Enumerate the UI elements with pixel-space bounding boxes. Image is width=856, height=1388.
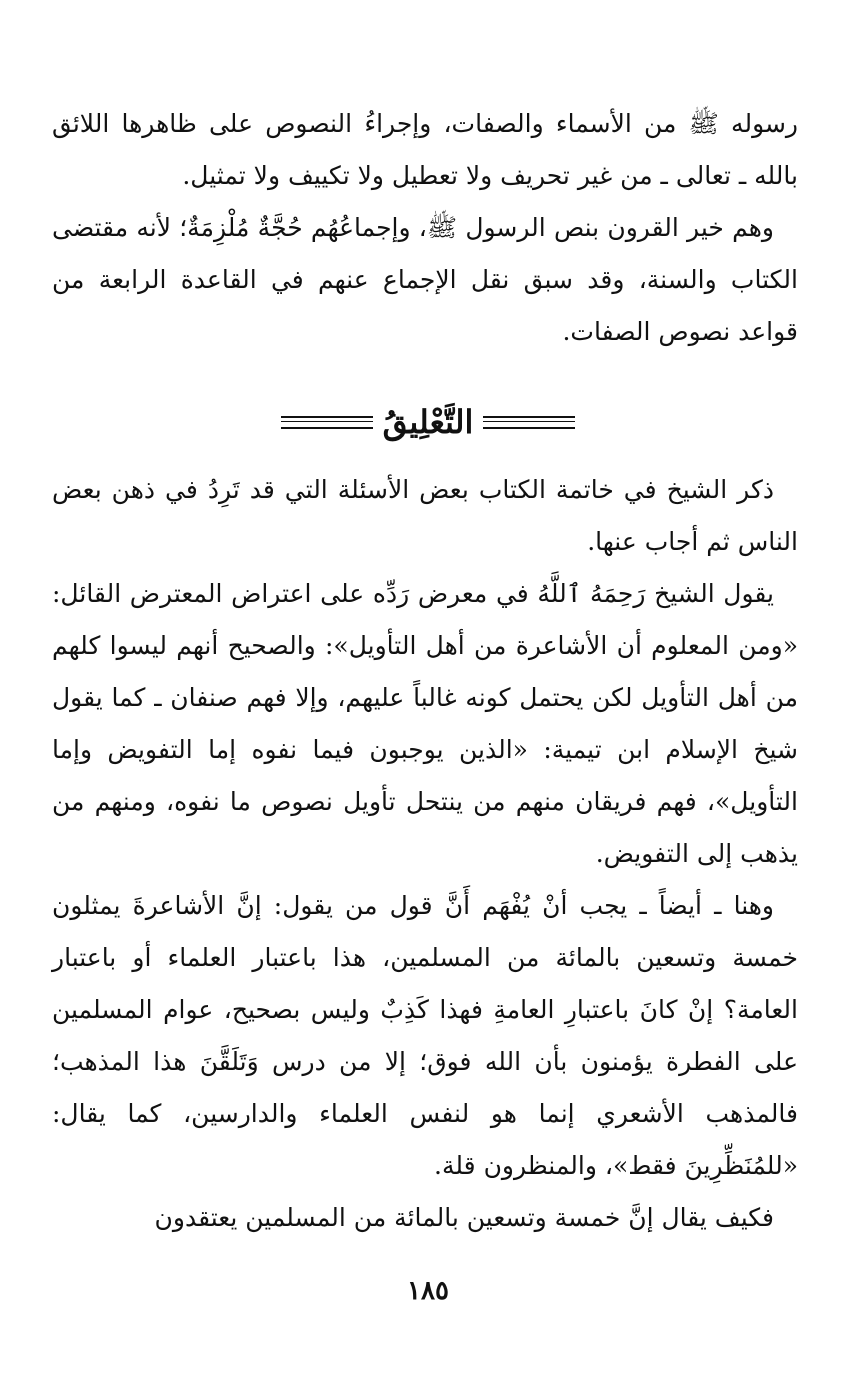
paragraph: رسوله ﷺ من الأسماء والصفات، وإجراءُ النصوص على ظاهرها اللائق بالله ـ تعالى ـ من غير تحريف ولا تعطيل ولا تكييف ولا تمثيل. — [52, 109, 798, 190]
section-heading — [0, 400, 856, 444]
top-text-block — [52, 98, 798, 358]
paragraph: ذكر الشيخ في خاتمة الكتاب بعض الأسئلة التي قد تَرِدُ في ذهن بعض الناس ثم أجاب عنها. — [52, 475, 798, 556]
heading-rule-left — [281, 416, 373, 429]
page-number: ١٨٥ — [407, 1276, 449, 1306]
paragraph: فكيف يقال إنَّ خمسة وتسعين بالمائة من المسلمين يعتقدون — [154, 1203, 774, 1232]
heading-rule-right — [483, 416, 575, 429]
paragraph: يقول الشيخ رَحِمَهُ ٱللَّهُ في معرض رَدِّه على اعتراض المعترض القائل: «ومن المعلوم أن الأشاعرة من أهل التأويل»: والصحيح أنهم ليسوا كلهم من أهل التأويل لكن يحتمل كونه غالباً عليهم، وإلا فهم صنفان ـ كما يقول شيخ الإسلام ابن تيمية: «الذين يوجبون فيما نفوه إما التفويض وإما التأويل»، فهم فريقان منهم من ينتحل تأويل نصوص ما نفوه، ومنهم من يذهب إلى التفويض. — [52, 579, 798, 868]
paragraph: وهنا ـ أيضاً ـ يجب أنْ يُفْهَم أَنَّ قول من يقول: إنَّ الأشاعرةَ يمثلون خمسة وتسعين بالمائة من المسلمين، هذا باعتبار العلماء أو باعتبار العامة؟ إنْ كانَ باعتبارِ العامةِ فهذا كَذِبٌ وليس بصحيح، عوام المسلمين على الفطرة يؤمنون بأن الله فوق؛ إلا من درس وَتَلَقَّنَ هذا المذهب؛ فالمذهب الأشعري إنما هو لنفس العلماء والدارسين، كما يقال: «للمُنَظِّرِينَ فقط»، والمنظرون قلة. — [52, 891, 798, 1180]
paragraph: وهم خير القرون بنص الرسول ﷺ، وإجماعُهُم حُجَّةٌ مُلْزِمَةٌ؛ لأنه مقتضى الكتاب والسنة، وقد سبق نقل الإجماع عنهم في القاعدة الرابعة من قواعد نصوص الصفات. — [52, 213, 798, 346]
commentary-text-block — [52, 464, 798, 1244]
section-title: التَّعْلِيقُ — [382, 403, 474, 441]
